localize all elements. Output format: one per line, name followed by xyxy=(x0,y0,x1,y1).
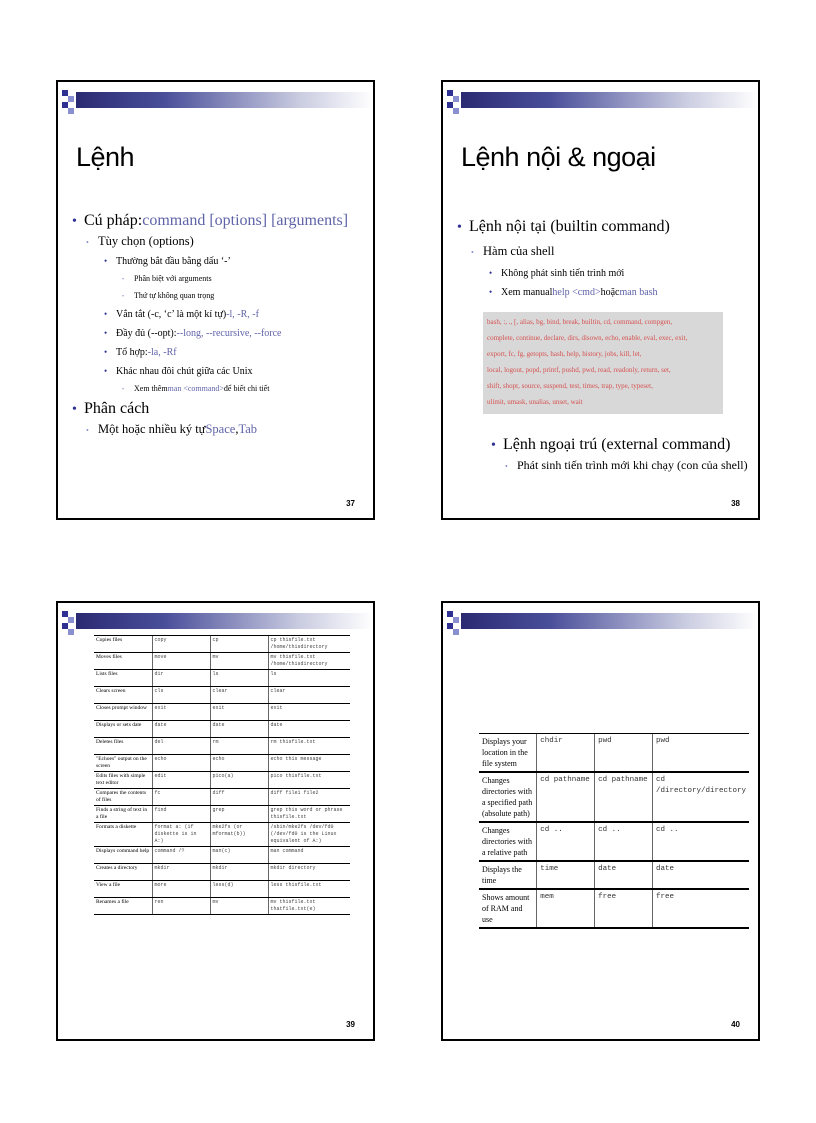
table-row xyxy=(479,822,749,861)
table-cell: cp xyxy=(210,636,268,653)
bullet-syntax: • Cú pháp: command [options] [arguments] xyxy=(72,212,349,229)
table-cell: copy xyxy=(152,636,210,653)
table-cell: cd .. xyxy=(537,822,595,861)
table-cell: pwd xyxy=(595,734,653,773)
table-cell: "Echoes" output on the screen xyxy=(94,755,152,772)
table-row xyxy=(479,772,749,822)
table-cell: Copies files xyxy=(94,636,152,653)
table-cell: cd pathname xyxy=(537,772,595,822)
table-cell: mkdir xyxy=(210,864,268,881)
slide-title: Lệnh nội & ngoại xyxy=(461,142,656,172)
slide-banner xyxy=(443,611,758,631)
slide-content-external xyxy=(457,434,748,476)
table-cell: find xyxy=(152,806,210,823)
slide-banner xyxy=(443,90,758,110)
slide-number: 39 xyxy=(346,1020,355,1029)
table-cell: grep this word or phrase thisfile.txt xyxy=(268,806,350,823)
bullet-external-detail: • Phát sinh tiến trình mới khi chạy (con của shell) xyxy=(505,458,748,472)
table-cell: command /? xyxy=(152,847,210,864)
table-cell: Compares the contents of files xyxy=(94,789,152,806)
bullet-long: • Đầy đủ (--opt): --long, --recursive, --force xyxy=(104,328,282,339)
table-cell: Creates a directory xyxy=(94,864,152,881)
table-cell: move xyxy=(152,653,210,670)
table-cell: Changes directories with a specified path (absolute path) xyxy=(479,772,537,822)
table-cell: mv thisfile.txt thatfile.txt(e) xyxy=(268,898,350,915)
table-cell: mkdir directory xyxy=(268,864,350,881)
table-cell: edit xyxy=(152,772,210,789)
table-cell: pwd xyxy=(652,734,749,773)
slide-banner xyxy=(58,611,373,631)
table-cell: cd pathname xyxy=(595,772,653,822)
table-cell: Shows amount of RAM and use xyxy=(479,889,537,928)
builtin-command-list: bash, :, ., [, alias, bg, bind, break, builtin, cd, command, compgen, complete, continue, declare, dirs, disown, echo, enable, eval, exec, exit, export, fc, fg, getopts, hash, help, history, jobs, kill, let, local, logout, popd, printf, pushd, pwd, read, readonly, return, set, shift, shopt, source, suspend, test, times, trap, type, typeset, ulimit, umask, unalias, unset, wait xyxy=(483,312,723,414)
table-cell: cd .. xyxy=(595,822,653,861)
table-cell: mv thisfile.txt /home/thisdirectory xyxy=(268,653,350,670)
table-cell: mem xyxy=(537,889,595,928)
table-cell: Displays or sets date xyxy=(94,721,152,738)
table-cell: pico(a) xyxy=(210,772,268,789)
slide-40 xyxy=(441,601,760,1041)
command-table xyxy=(94,635,350,915)
table-cell: rm thisfile.txt xyxy=(268,738,350,755)
bullet-order: • Thứ tự không quan trọng xyxy=(122,291,215,300)
bullet-see-man: • Xem thêm man <command> để biết chi tiết xyxy=(122,384,270,393)
table-cell: cd .. xyxy=(652,822,749,861)
table-row xyxy=(94,653,350,670)
table-cell: clear xyxy=(268,687,350,704)
table-cell: time xyxy=(537,861,595,889)
table-cell: echo this message xyxy=(268,755,350,772)
table-cell: exit xyxy=(152,704,210,721)
table-cell: Displays your location in the file system xyxy=(479,734,537,773)
table-cell: Deletes files xyxy=(94,738,152,755)
table-cell: date xyxy=(210,721,268,738)
table-cell: rm xyxy=(210,738,268,755)
table-cell: mv xyxy=(210,653,268,670)
bullet-starts-with: • Thường bắt đầu bằng dấu ‘-’ xyxy=(104,256,231,267)
table-cell: Clears screen xyxy=(94,687,152,704)
table-cell: date xyxy=(152,721,210,738)
table-cell: Moves files xyxy=(94,653,152,670)
table-cell: Closes prompt window xyxy=(94,704,152,721)
table-cell: more xyxy=(152,881,210,898)
table-cell: ls xyxy=(268,670,350,687)
table-cell: exit xyxy=(268,704,350,721)
table-row xyxy=(94,738,350,755)
table-row xyxy=(94,806,350,823)
table-row xyxy=(479,861,749,889)
table-cell: mv xyxy=(210,898,268,915)
table-cell: echo xyxy=(210,755,268,772)
bullet-shell-func: • Hàm của shell xyxy=(471,244,555,258)
slide-content xyxy=(72,210,363,440)
table-cell: cd /directory/directory xyxy=(652,772,749,822)
table-cell: Formats a diskette xyxy=(94,823,152,847)
table-cell: Changes directories with a relative path xyxy=(479,822,537,861)
table-cell: mkdir xyxy=(152,864,210,881)
bullet-options: • Tùy chọn (options) xyxy=(86,234,194,248)
slide-number: 38 xyxy=(731,499,740,508)
table-cell: cls xyxy=(152,687,210,704)
slide-39 xyxy=(56,601,375,1041)
slide-number: 40 xyxy=(731,1020,740,1029)
table-cell: exit xyxy=(210,704,268,721)
table-cell: date xyxy=(595,861,653,889)
table-cell: grep xyxy=(210,806,268,823)
table-row xyxy=(94,772,350,789)
bullet-no-process: • Không phát sinh tiến trình mới xyxy=(489,268,625,279)
slide-number: 37 xyxy=(346,499,355,508)
table-cell: clear xyxy=(210,687,268,704)
table-cell: ls xyxy=(210,670,268,687)
table-cell: pico thisfile.txt xyxy=(268,772,350,789)
table-cell: mke2fs (or mformat(b)) xyxy=(210,823,268,847)
table-cell: Finds a string of text in a file xyxy=(94,806,152,823)
table-cell: date xyxy=(652,861,749,889)
table-cell: less(d) xyxy=(210,881,268,898)
bullet-distinguish: • Phân biệt với arguments xyxy=(122,274,212,283)
command-table xyxy=(479,733,749,929)
slide-banner xyxy=(58,90,373,110)
table-cell: diff xyxy=(210,789,268,806)
bullet-manual: • Xem manual help <cmd> hoặc man bash xyxy=(489,287,658,298)
table-row xyxy=(94,881,350,898)
table-row xyxy=(479,734,749,773)
table-cell: less thisfile.txt xyxy=(268,881,350,898)
table-cell: man(c) xyxy=(210,847,268,864)
table-cell: format a: (if diskette is in A:) xyxy=(152,823,210,847)
table-cell: dir xyxy=(152,670,210,687)
table-cell: ren xyxy=(152,898,210,915)
table-cell: diff file1 file2 xyxy=(268,789,350,806)
slide-title: Lệnh xyxy=(76,142,135,172)
table-cell: /sbin/mke2fs /dev/fd0 (/dev/fd0 is the Linux equivalent of A:) xyxy=(268,823,350,847)
table-row xyxy=(94,823,350,847)
table-cell: free xyxy=(595,889,653,928)
bullet-sep-detail: • Một hoặc nhiều ký tự Space , Tab xyxy=(86,422,257,436)
bullet-short: • Vắn tắt (-c, ‘c’ là một kí tự) -l, -R, -f xyxy=(104,309,259,320)
bullet-external: • Lệnh ngoại trú (external command) xyxy=(491,436,731,453)
table-row xyxy=(94,636,350,653)
slide-38 xyxy=(441,80,760,520)
table-row xyxy=(94,670,350,687)
table-row xyxy=(94,687,350,704)
table-cell: Displays the time xyxy=(479,861,537,889)
bullet-separator: • Phân cách xyxy=(72,400,150,417)
table-cell: date xyxy=(268,721,350,738)
slide-37 xyxy=(56,80,375,520)
table-cell: free xyxy=(652,889,749,928)
table-cell: chdir xyxy=(537,734,595,773)
table-row xyxy=(94,789,350,806)
table-cell: echo xyxy=(152,755,210,772)
bullet-unix: • Khác nhau đôi chút giữa các Unix xyxy=(104,366,253,377)
table-cell: man command xyxy=(268,847,350,864)
table-cell: Edits files with simple text editor xyxy=(94,772,152,789)
table-row xyxy=(94,898,350,915)
table-row xyxy=(94,864,350,881)
table-cell: fc xyxy=(152,789,210,806)
table-row xyxy=(94,755,350,772)
table-row xyxy=(94,721,350,738)
table-cell: View a file xyxy=(94,881,152,898)
bullet-builtin: • Lệnh nội tại (builtin command) xyxy=(457,218,670,235)
table-cell: cp thisfile.txt /home/thisdirectory xyxy=(268,636,350,653)
table-cell: del xyxy=(152,738,210,755)
slide-content xyxy=(457,216,748,302)
table-row xyxy=(479,889,749,928)
table-row xyxy=(94,704,350,721)
bullet-combo: • Tổ hợp: -la, -Rf xyxy=(104,347,177,358)
table-cell: Displays command help xyxy=(94,847,152,864)
table-cell: Renames a file xyxy=(94,898,152,915)
table-row xyxy=(94,847,350,864)
table-cell: Lists files xyxy=(94,670,152,687)
